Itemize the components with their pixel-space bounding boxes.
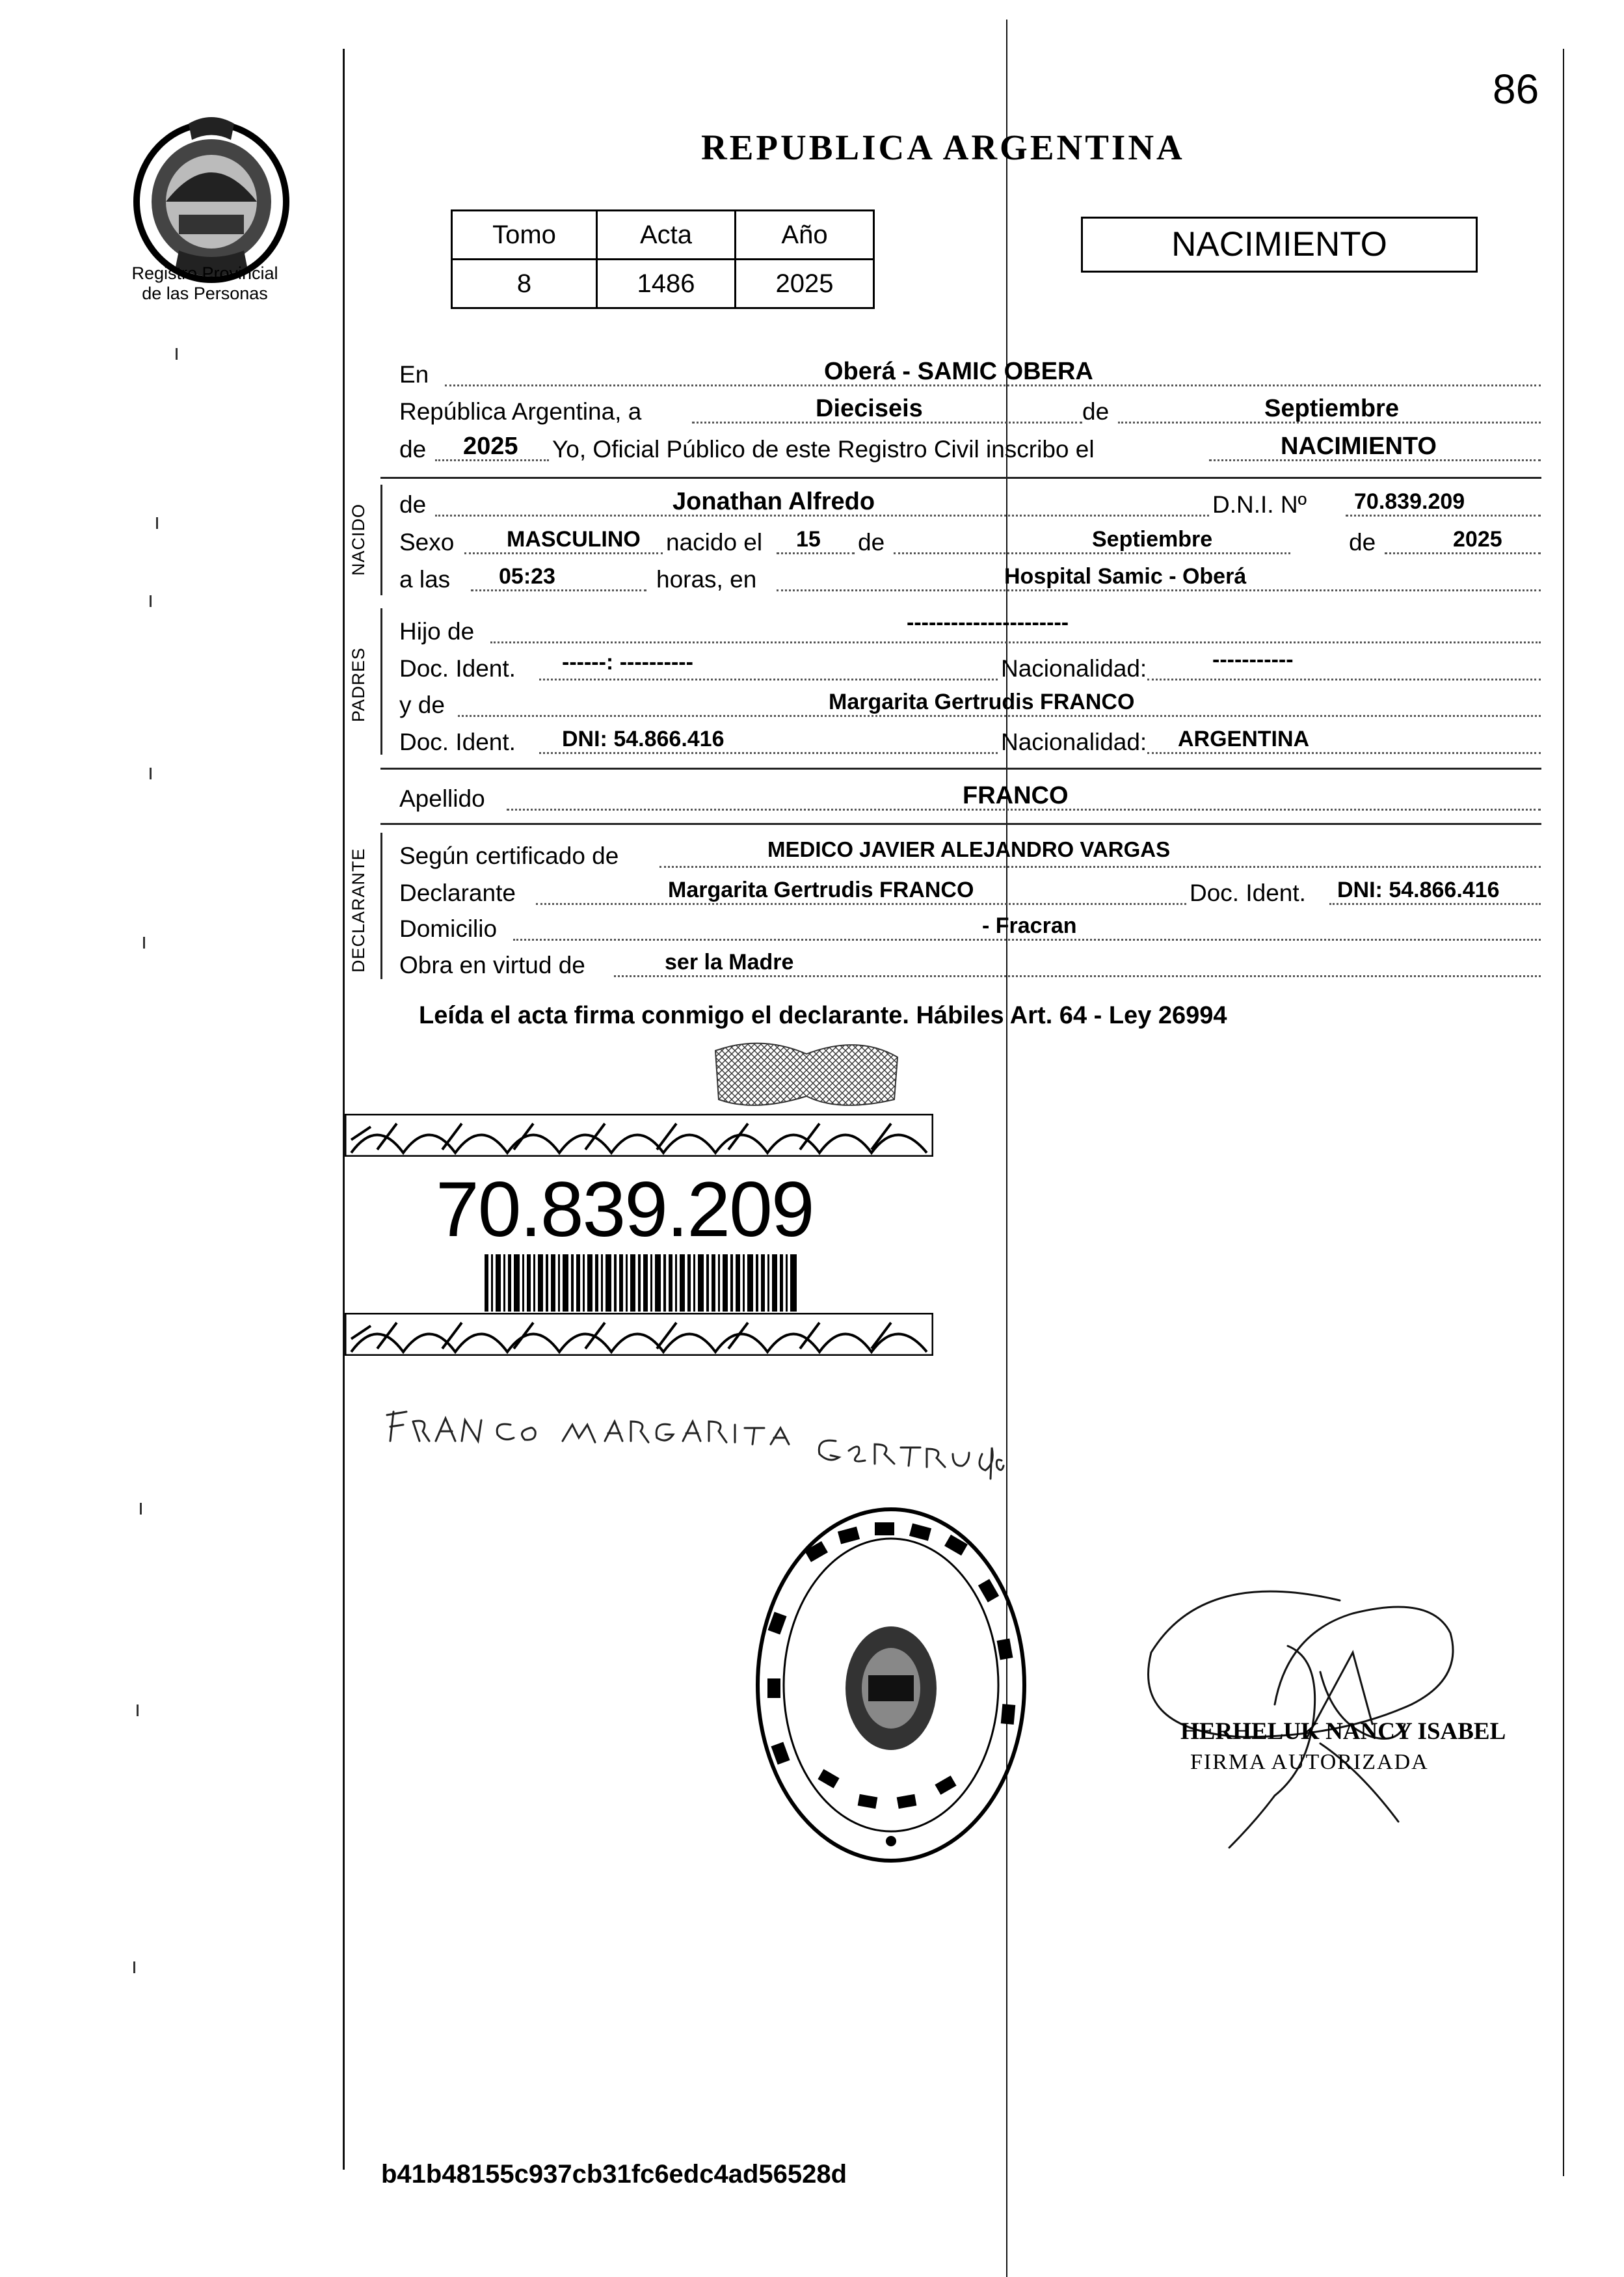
anio-value: 2025 [736, 260, 874, 308]
label-domicilio: Domicilio [399, 915, 498, 942]
value-madre-nac: ARGENTINA [1178, 727, 1310, 751]
label-doc-ident2: Doc. Ident. [399, 729, 516, 755]
row-declarante [399, 873, 1541, 909]
row-hora [399, 559, 1541, 595]
value-anio-inscripcion: 2025 [463, 433, 518, 460]
row-sexo [399, 522, 1541, 558]
value-certificado: MEDICO JAVIER ALEJANDRO VARGAS [767, 837, 1171, 861]
label-doc-ident3: Doc. Ident. [1190, 880, 1306, 906]
document-hash: b41b48155c937cb31fc6edc4ad56528d [381, 2160, 847, 2189]
margin-tick [137, 1704, 139, 1716]
label-sexo: Sexo [399, 529, 455, 556]
margin-tick [150, 768, 152, 779]
margin-tick [156, 517, 158, 529]
label-de-day: de [858, 529, 885, 556]
label-republica: República Argentina, a [399, 398, 642, 425]
tomo-header: Tomo [452, 211, 597, 260]
value-madre: Margarita Gertrudis FRANCO [829, 690, 1135, 714]
label-segun: Según certificado de [399, 842, 619, 869]
margin-tick [150, 595, 152, 607]
document-type-box: NACIMIENTO [1081, 217, 1478, 273]
value-madre-doc: DNI: 54.866.416 [562, 727, 725, 751]
label-nacionalidad2: Nacionalidad: [1001, 729, 1147, 755]
value-lugar-nac: Hospital Samic - Oberá [1004, 564, 1247, 589]
value-declarante: Margarita Gertrudis FRANCO [668, 878, 974, 902]
anio-header: Año [736, 211, 874, 260]
value-lugar: Oberá - SAMIC OBERA [824, 358, 1093, 385]
value-anio-nac: 2025 [1453, 527, 1502, 552]
value-padre-nac: ----------- [1212, 647, 1294, 672]
margin-tick [140, 1503, 142, 1515]
barcode-icon [485, 1254, 797, 1312]
value-declarante-doc: DNI: 54.866.416 [1337, 878, 1500, 902]
value-nombre: Jonathan Alfredo [672, 488, 875, 515]
label-de-year: de [399, 436, 427, 463]
value-padre-doc: ------: ---------- [562, 650, 693, 675]
tomo-value: 8 [452, 260, 597, 308]
official-stamp-icon [748, 1500, 1034, 1870]
value-mes-nac: Septiembre [1092, 527, 1213, 552]
label-de: de [1082, 398, 1110, 425]
label-en: En [399, 361, 429, 388]
label-nacionalidad: Nacionalidad: [1001, 655, 1147, 682]
closing-statement: Leída el acta firma conmigo el declarante. Hábiles Art. 64 - Ley 26994 [419, 1002, 1227, 1029]
value-padre: ---------------------- [907, 610, 1069, 635]
left-margin-line [343, 49, 345, 2170]
value-sexo: MASCULINO [507, 527, 641, 552]
label-obra: Obra en virtud de [399, 952, 585, 978]
row-padre [399, 612, 1541, 647]
label-de-month: de [1349, 529, 1376, 556]
row-nombre [399, 485, 1541, 520]
value-dia-nac: 15 [796, 527, 821, 552]
security-hologram-icon [709, 1038, 904, 1109]
label-dni: D.N.I. Nº [1212, 491, 1307, 518]
value-mes-inscripcion: Septiembre [1264, 395, 1399, 422]
label-y-de: y de [399, 692, 445, 718]
registry-caption: Registro Provincial de las Personas [131, 263, 278, 303]
signature-role: FIRMA AUTORIZADA [1190, 1750, 1429, 1774]
handwritten-name-icon [380, 1402, 1005, 1506]
row-madre-doc [399, 722, 1541, 758]
acta-table [451, 209, 875, 309]
label-declarante: Declarante [399, 880, 516, 906]
row-apellido [399, 779, 1541, 815]
row-obra [399, 945, 1541, 981]
value-obra: ser la Madre [665, 950, 794, 975]
section-nacido: NACIDO [349, 503, 368, 576]
value-dni: 70.839.209 [1354, 489, 1465, 514]
security-pattern-bottom [345, 1313, 933, 1356]
section-declarante: DECLARANTE [349, 848, 368, 973]
label-hijo-de: Hijo de [399, 618, 475, 645]
section-padres: PADRES [349, 647, 368, 722]
document-title: REPUBLICA ARGENTINA [701, 128, 1185, 167]
row-lugar [399, 355, 1541, 390]
label-yo: Yo, Oficial Público de este Registro Civil inscribo el [552, 436, 1095, 463]
row-inscribo [399, 429, 1541, 465]
value-domicilio: - Fracran [982, 913, 1077, 938]
margin-tick [176, 348, 178, 360]
security-pattern-top [345, 1114, 933, 1157]
label-nacido-el: nacido el [666, 529, 763, 556]
row-domicilio [399, 909, 1541, 945]
acta-header: Acta [597, 211, 736, 260]
value-dia-inscripcion: Dieciseis [816, 395, 923, 422]
signature-name: HERHELUK NANCY ISABEL [1180, 1718, 1506, 1745]
label-horas-en: horas, en [656, 566, 757, 593]
acta-value: 1486 [597, 260, 736, 308]
label-apellido: Apellido [399, 785, 485, 812]
row-madre [399, 685, 1541, 721]
value-tipo-inscripcion: NACIMIENTO [1281, 433, 1437, 460]
value-hora: 05:23 [499, 564, 555, 589]
margin-tick [143, 937, 145, 949]
value-apellido: FRANCO [963, 782, 1069, 809]
row-certificado [399, 836, 1541, 872]
row-padre-doc [399, 649, 1541, 684]
label-a-las: a las [399, 566, 451, 593]
row-fecha-inscripcion [399, 392, 1541, 427]
label-doc-ident: Doc. Ident. [399, 655, 516, 682]
label-de-name: de [399, 491, 427, 518]
margin-tick [133, 1961, 135, 1973]
page-number: 86 [1493, 66, 1539, 113]
dni-large-number: 70.839.209 [436, 1166, 814, 1253]
